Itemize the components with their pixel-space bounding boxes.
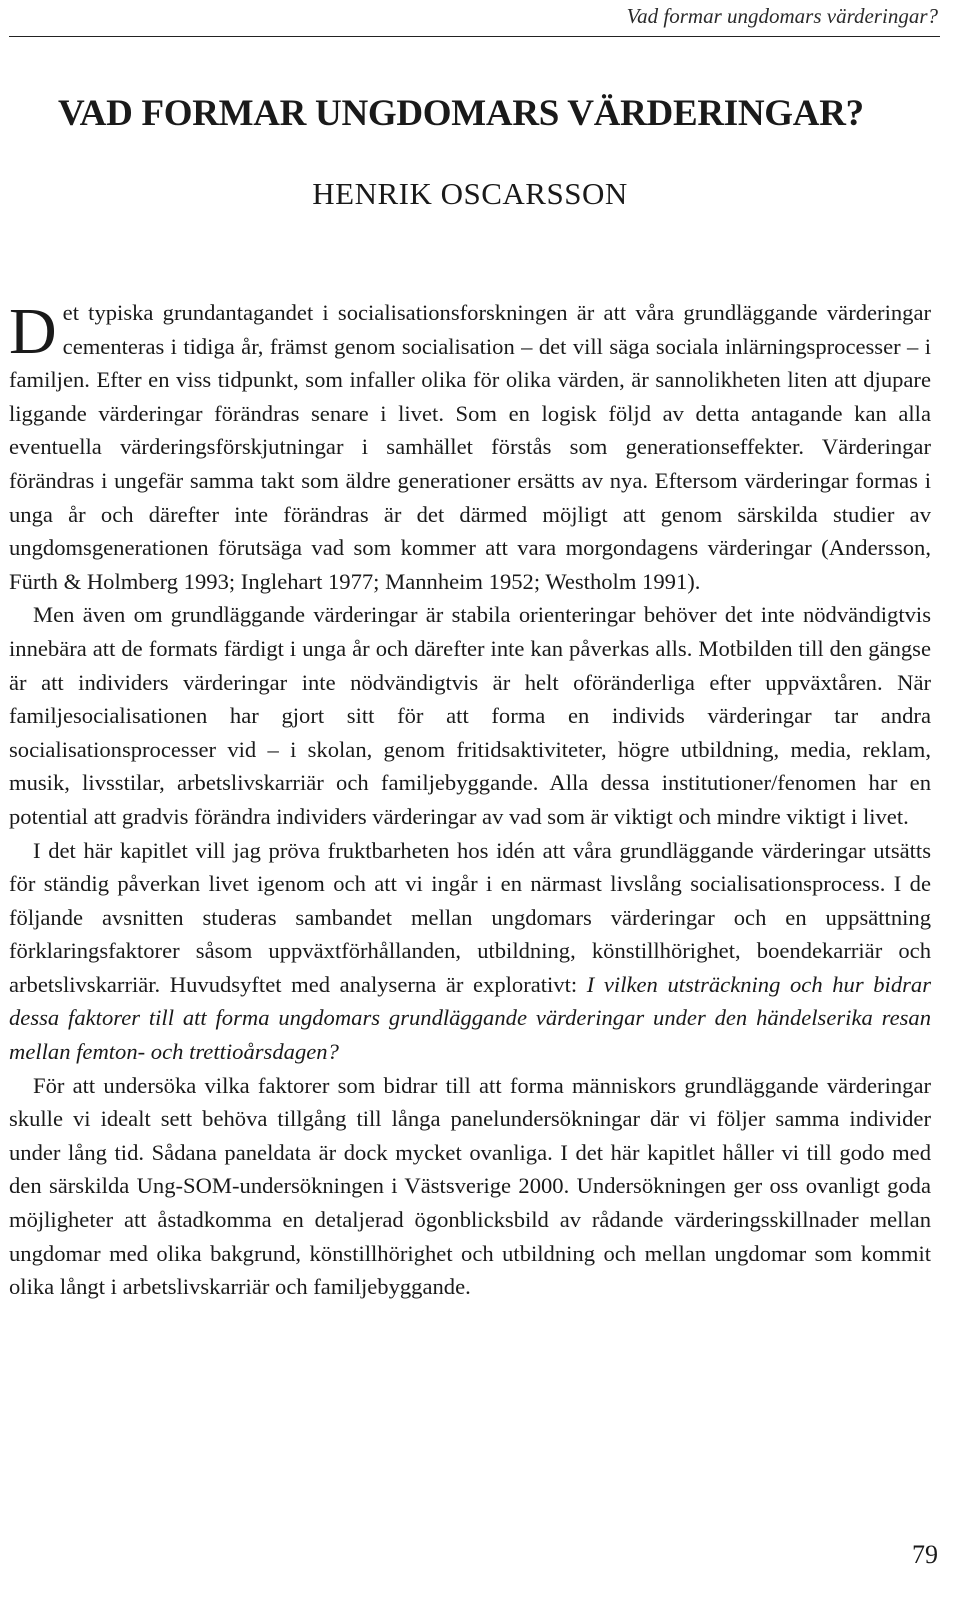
paragraph-4: För att undersöka vilka faktorer som bidrar till att forma människors grundläggande värderingar skulle vi idealt sett behöva tillgång till långa panelundersökningar där vi följer samma individer under lång tid. Sådana paneldata är dock mycket ovanliga. I det här kapitlet håller vi till godo med den särskilda Ung-SOM-undersökningen i Västsverige 2000. Undersökningen ger oss ovanligt goda möjligheter att åstadkomma en detaljerad ögonblicksbild av rådande värderingsskillnader mellan ungdomar med olika bakgrund, könstillhörighet och utbildning och mellan ungdomar som kommit olika långt i arbetslivskarriär och familjebyggande. xyxy=(9,1072,931,1300)
paragraph-1-text: et typiska grundantagandet i socialisationsforskningen är att våra grundläggande värderingar cementeras i tidiga år, främst genom socialisation – det vill säga sociala inlärningsprocesser – i familjen. Efter en viss tidpunkt, som infaller olika för olika värden, är sannolikheten liten att djupare liggande värderingar förändras senare i livet. Som en logisk följd av detta antagande kan alla eventuella värderingsförskjutningar i samhället förstås som generationseffekter. Värderingar förändras i ungefär samma takt som äldre generationer ersätts av nya. Eftersom värderingar formas i unga år och därefter inte förändras är det därmed möjligt att genom särskilda studier av ungdomsgenerationen förutsäga vad som kommer att vara morgondagens värderingar (Andersson, Fürth & Holmberg 1993; Inglehart 1977; Mannheim 1952; Westholm 1991). xyxy=(9,300,931,594)
running-head: Vad formar ungdomars värderingar? xyxy=(626,4,938,28)
body-text xyxy=(9,296,931,1304)
chapter-title: VAD FORMAR UNGDOMARS VÄRDERINGAR? xyxy=(58,93,864,134)
paragraph-3 xyxy=(9,834,931,1069)
drop-cap: D xyxy=(9,295,57,368)
research-question: I vilken utsträckning och hur bidrar dessa faktorer till att forma ungdomars grundläggande värderingar under den händelserika resan mellan femton- och trettioårsdagen? xyxy=(9,971,931,1065)
page-number: 79 xyxy=(912,1540,938,1569)
paragraph-1 xyxy=(9,296,931,598)
author-name: HENRIK OSCARSSON xyxy=(312,176,628,211)
header-rule xyxy=(9,36,940,37)
paragraph-3-text: I det här kapitlet vill jag pröva fruktbarheten hos idén att våra grundläggande värderingar utsätts för ständig påverkan livet igenom och att vi ingår i en närmast livslång socialisationsprocess. I de följande avsnitten studeras sambandet mellan ungdomars värderingar och en uppsättning förklaringsfaktorer såsom uppväxtförhållanden, utbildning, könstillhörighet, boendekarriär och arbetslivskarriär. Huvudsyftet med analyserna är explorativt: xyxy=(9,837,931,997)
paragraph-2: Men även om grundläggande värderingar är stabila orienteringar behöver det inte nödvändigtvis innebära att de formats färdigt i unga år och därefter inte kan påverkas alls. Motbilden till den gängse är att individers värderingar inte nödvändigtvis är helt oföränderliga efter uppväxtåren. När familjesocialisationen har gjort sitt för att forma en individs värderingar tar andra socialisationsprocesser vid – i skolan, genom fritidsaktiviteter, högre utbildning, media, reklam, musik, livsstilar, arbetslivskarriär och familjebyggande. Alla dessa institutioner/fenomen har en potential att gradvis förändra individers värderingar av vad som är viktigt och mindre viktigt i livet. xyxy=(9,602,931,829)
